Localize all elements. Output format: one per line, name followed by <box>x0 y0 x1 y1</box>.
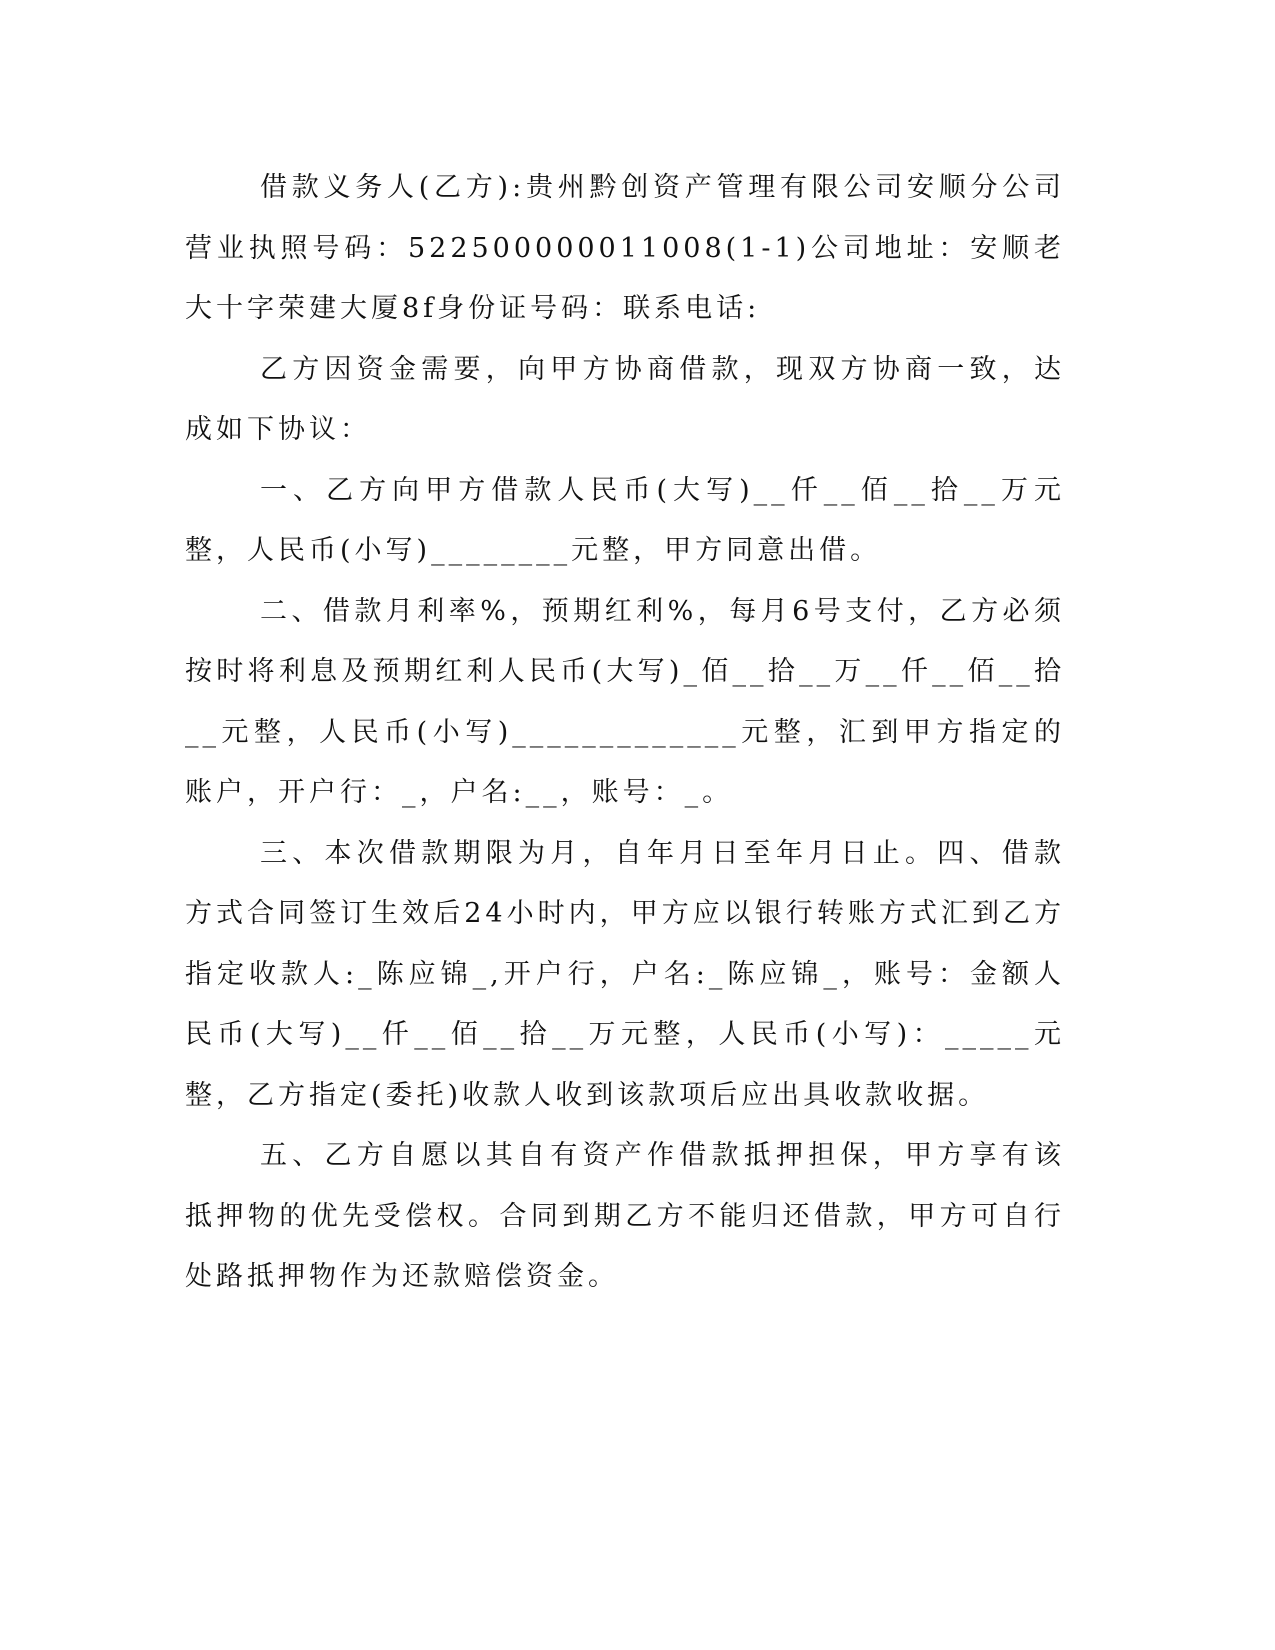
paragraph-clause-3-4-term-method: 三、本次借款期限为月，自年月日至年月日止。四、借款方式合同签订生效后24小时内，甲方应以银行转账方式汇到乙方指定收款人:_陈应锦_,开户行，户名:_陈应锦_，账号：金额人民币(大写)__仟__佰__拾__万元整，人民币(小写)：_____元整，乙方指定(委托)收款人收到该款项后应出具收款收据。 <box>185 837 1065 1111</box>
paragraph-borrower-info: 借款义务人(乙方):贵州黔创资产管理有限公司安顺分公司营业执照号码：522500000011008(1-1)公司地址：安顺老大十字荣建大厦8f身份证号码：联系电话: <box>185 172 1065 324</box>
paragraph-clause-2-interest: 二、借款月利率%，预期红利%，每月6号支付，乙方必须按时将利息及预期红利人民币(大写)_佰__拾__万__仟__佰__拾__元整，人民币(小写)_____________元整，汇到甲方指定的账户，开户行：_，户名:__，账号：_。 <box>185 595 1065 808</box>
paragraph-clause-5-collateral: 五、乙方自愿以其自有资产作借款抵押担保，甲方享有该抵押物的优先受偿权。合同到期乙方不能归还借款，甲方可自行处路抵押物作为还款赔偿资金。 <box>185 1140 1065 1292</box>
paragraph-agreement-intro: 乙方因资金需要，向甲方协商借款，现双方协商一致，达成如下协议： <box>185 353 1065 445</box>
paragraph-clause-1-loan-amount: 一、乙方向甲方借款人民币(大写)__仟__佰__拾__万元整，人民币(小写)________元整，甲方同意出借。 <box>185 474 1065 566</box>
document-body <box>185 158 1065 1308</box>
